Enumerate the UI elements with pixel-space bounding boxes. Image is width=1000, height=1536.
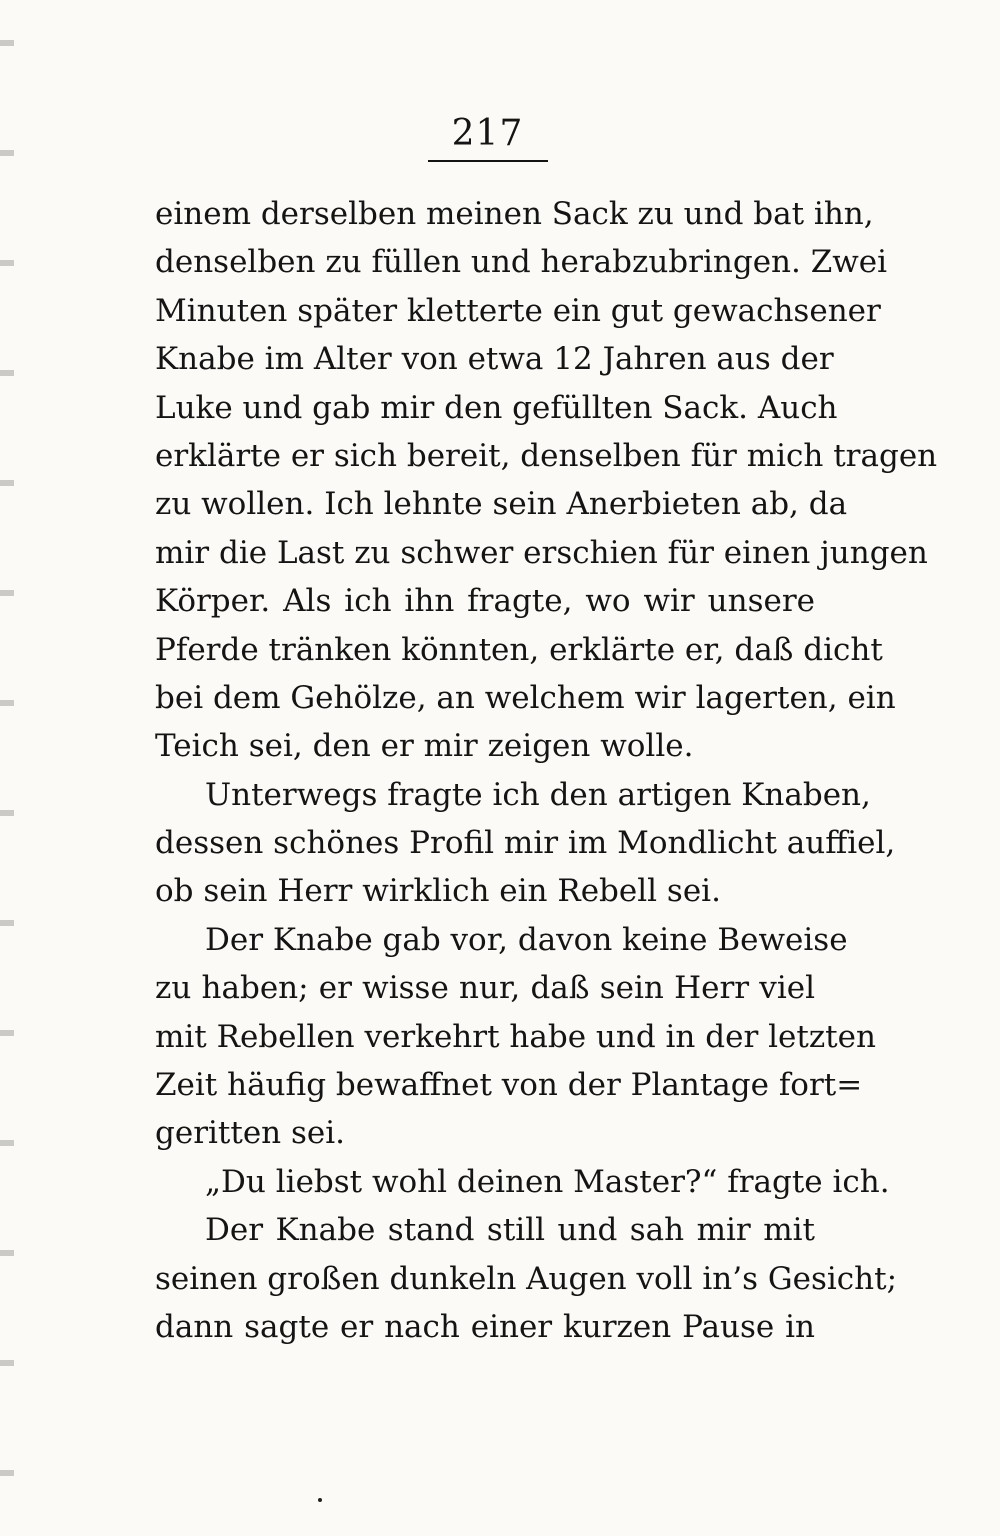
text-line: seinen großen dunkeln Augen voll in’s Gesicht; bbox=[155, 1260, 898, 1297]
text-line: Zeit häufig bewaffnet von der Plantage fort= bbox=[155, 1067, 863, 1104]
text-line: Teich sei, den er mir zeigen wolle. bbox=[155, 728, 694, 765]
text-line: zu haben; er wisse nur, daß sein Herr viel bbox=[155, 970, 815, 1007]
text-line: einem derselben meinen Sack zu und bat ihn, bbox=[155, 196, 874, 232]
text-line: denselben zu füllen und herabzubringen. Zwei bbox=[155, 244, 888, 281]
text-line: bei dem Gehölze, an welchem wir lagerten, ein bbox=[155, 679, 896, 716]
text-line: mit Rebellen verkehrt habe und in der letzten bbox=[155, 1018, 876, 1055]
text-line: Unterwegs fragte ich den artigen Knaben, bbox=[205, 776, 871, 813]
page-number: 217 bbox=[451, 113, 524, 154]
text-line: „Du liebst wohl deinen Master?“ fragte ich. bbox=[205, 1163, 890, 1200]
text-line: dessen schönes Profil mir im Mondlicht auffiel, bbox=[155, 825, 896, 862]
text-line: Der Knabe gab vor, davon keine Beweise bbox=[205, 921, 848, 958]
text-line: mir die Last zu schwer erschien für einen jungen bbox=[155, 534, 928, 571]
scan-edge-artifact bbox=[0, 0, 14, 1536]
text-line: Luke und gab mir den gefüllten Sack. Auch bbox=[155, 389, 838, 426]
ink-speck bbox=[318, 1498, 322, 1502]
text-line: geritten sei. bbox=[155, 1115, 346, 1152]
text-line: Pferde tränken könnten, erklärte er, daß dicht bbox=[155, 631, 883, 668]
text-line: Minuten später kletterte ein gut gewachsener bbox=[155, 292, 881, 329]
text-line: Körper. Als ich ihn fragte, wo wir unsere bbox=[155, 583, 815, 620]
header-rule bbox=[428, 160, 548, 162]
text-line: zu wollen. Ich lehnte sein Anerbieten ab, da bbox=[155, 486, 848, 523]
text-line: Knabe im Alter von etwa 12 Jahren aus der bbox=[155, 341, 834, 378]
body-text bbox=[155, 190, 938, 1351]
text-line: ob sein Herr wirklich ein Rebell sei. bbox=[155, 873, 721, 910]
text-line: dann sagte er nach einer kurzen Pause in bbox=[155, 1308, 815, 1345]
text-line: Der Knabe stand still und sah mir mit bbox=[205, 1212, 815, 1249]
text-line: erklärte er sich bereit, denselben für mich tragen bbox=[155, 437, 938, 474]
